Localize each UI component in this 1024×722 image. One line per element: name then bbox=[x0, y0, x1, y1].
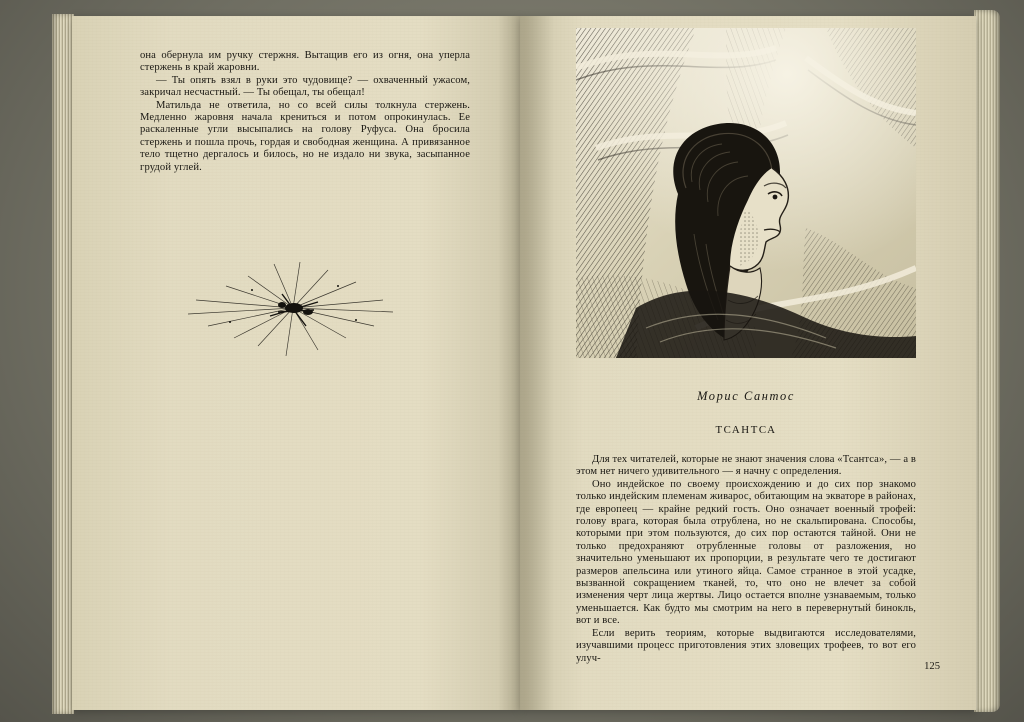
spark-burst-vignette bbox=[178, 256, 408, 366]
paragraph: она обернула им ручку стержня. Вытащив его из огня, она уперла стержень в край жаровни. bbox=[140, 50, 470, 74]
story-title: ТСАНТСА bbox=[715, 424, 777, 436]
right-page-text bbox=[576, 454, 916, 665]
paragraph: — Ты опять взял в руки это чудовище? — охваченный ужасом, закричал несчастный. — Ты обещал, ты обещал! bbox=[140, 74, 470, 99]
engraved-head-illustration bbox=[576, 28, 916, 358]
right-page-edges bbox=[974, 10, 1000, 712]
left-page-text bbox=[140, 50, 470, 174]
open-book bbox=[28, 6, 1000, 716]
left-page-edges bbox=[52, 14, 74, 714]
paragraph: Оно индейское по своему происхождению и до сих пор знакомо только индейским племенам живарос, обитающим на экваторе в районах, где европеец — крайне редкий гость. Оно означает военный трофей: голову врага, которая была отрублена, но не скальпирована. Способы, которыми при этом пользуются, до сих пор остаются тайной. Они не только предохраняют отрубленные головы от разложения, но значительно уменьшают их пропорции, в результате чего те достигают размеров апельсина или утиного яйца. Самое странное в этой усадке, вызванной сокращением тканей, то, что оно не влечет за собой изменения черт лица жертвы. Лицо остается вполне узнаваемым, только уменьшается. Как будто мы смотрим на него в перевернутый бинокль, вот и все. bbox=[576, 478, 916, 627]
story-author: Морис Сантос bbox=[697, 389, 795, 403]
paragraph: Матильда не ответила, но со всей силы толкнула стержень. Медленно жаровня начала крениться и потом опрокинулась. Ее раскаленные угли высыпались на голову Руфуса. Она бросила стержень и пошла прочь, гордая и свободная женщина. А привязанное тело тщетно дергалось и билось, но не издало ни звука, засыпанное грудой углей. bbox=[140, 99, 470, 173]
paragraph: Для тех читателей, которые не знают значения слова «Тсантса», — а в этом нет ничего удивительного — я начну с определения. bbox=[576, 454, 916, 478]
paragraph: Если верить теориям, которые выдвигаются исследователями, изучавшими процесс приготовления этих зловещих трофеев, то вот его улуч- bbox=[576, 627, 916, 664]
page-number: 125 bbox=[924, 661, 940, 672]
